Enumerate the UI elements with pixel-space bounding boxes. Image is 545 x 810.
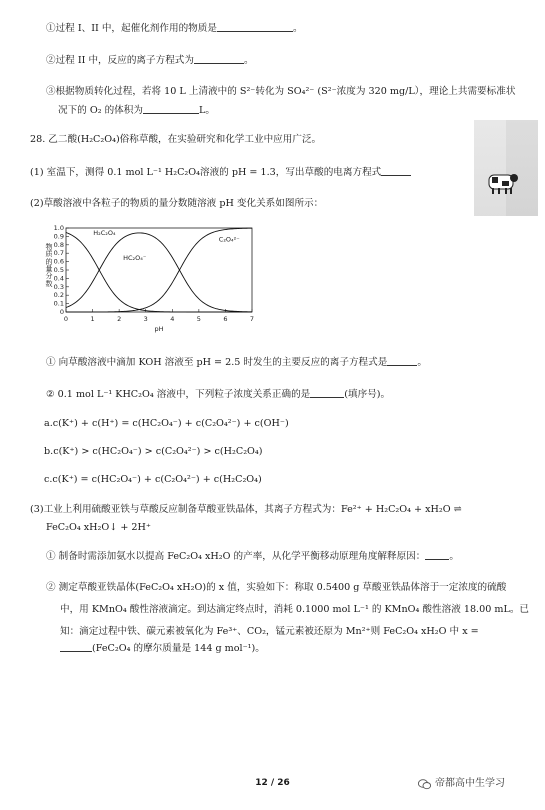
x-tick-label: 6 [223,315,228,323]
answer-blank[interactable] [381,166,411,176]
y-tick-label: 0.5 [53,266,64,274]
answer-blank[interactable] [194,54,244,64]
option-a: a.c(K⁺) + c(H⁺) = c(HC₂O₄⁻) + c(C₂O₄²⁻) + c(OH⁻) [44,418,289,429]
x-tick-label: 1 [90,315,95,323]
watermark: 帝都高中生学习 [418,778,505,791]
y-tick-label: 0.6 [53,257,64,266]
y-tick-label: 0.1 [53,299,64,308]
x-tick-label: 0 [63,315,69,323]
y-tick-label: 0.2 [53,291,64,300]
answer-blank[interactable] [217,22,293,32]
x-axis-label: pH [154,325,164,333]
series-label-hc2o4: HC₂O₄⁻ [123,253,147,262]
q-item-3: ③根据物质转化过程，若将 10 L 上清液中的 S²⁻转化为 SO₄²⁻ (S²⁻浓度为 320 mg/L），理论上共需要标准状 [46,86,516,97]
q28-part-3: (3)工业上利用硫酸亚铁与草酸反应制备草酸亚铁晶体，其离子方程式为：Fe²⁺ + H₂C₂O₄ + xH₂O ⇌ [30,504,462,515]
cow-icon [486,168,520,198]
q-item-3-cont: 况下的 O₂ 的体积为 L。 [58,105,215,116]
y-tick-label: 1.0 [53,224,64,232]
answer-blank[interactable] [425,550,449,560]
answer-blank[interactable] [143,104,199,114]
q2-item-1: ① 向草酸溶液中滴加 KOH 溶液至 pH = 2.5 时发生的主要反应的离子方程式是 。 [46,357,427,368]
q28-part-3-equation: FeC₂O₄ xH₂O↓ + 2H⁺ [46,522,151,533]
x-tick-label: 5 [196,315,201,323]
q3-item-2: ② 测定草酸亚铁晶体(FeC₂O₄ xH₂O)的 x 值，实验如下：称取 0.5400 g 草酸亚铁晶体溶于一定浓度的硫酸 [46,582,507,593]
q3-item-2-cont: 中，用 KMnO₄ 酸性溶液滴定。到达滴定终点时，消耗 0.1000 mol L⁻¹ 的 KMnO₄ 酸性溶液 18.00 mL。已 [60,604,530,615]
page-number: 12 / 26 [255,778,290,788]
series-label-h2c2o4: H₂C₂O₄ [93,229,116,238]
q3-item-2-cont3: (FeC₂O₄ 的摩尔质量是 144 g mol⁻¹)。 [60,642,265,655]
chart-svg [38,218,268,335]
y-tick-label: 0.7 [53,249,64,258]
x-tick-label: 3 [143,315,148,323]
y-tick-label: 0.3 [53,282,64,291]
q28-part-2: (2)草酸溶液中各粒子的物质的量分数随溶液 pH 变化关系如图所示： [30,198,324,209]
question-28: 28. 乙二酸(H₂C₂O₄)俗称草酸，在实验研究和化学工业中应用广泛。 [30,134,322,145]
y-axis-label: 物质的量分数 [45,243,53,288]
option-c: c.c(K⁺) = c(HC₂O₄⁻) + c(C₂O₄²⁻) + c(H₂C₂O₄) [44,474,262,485]
option-b: b.c(K⁺) > c(HC₂O₄⁻) > c(C₂O₄²⁻) > c(H₂C₂O₄) [44,446,263,457]
y-tick-label: 0.9 [53,232,64,241]
answer-blank[interactable] [387,356,417,366]
x-tick-label: 4 [170,315,175,323]
x-tick-label: 7 [249,315,255,323]
y-tick-label: 0.4 [53,274,64,283]
answer-blank[interactable] [310,388,344,398]
y-tick-label: 0.8 [53,240,64,249]
q3-item-1: ① 制备时需添加氨水以提高 FeC₂O₄ xH₂O 的产率，从化学平衡移动原理角度解释原因： 。 [46,551,459,562]
q-item-1: ①过程 I、II 中，起催化剂作用的物质是 。 [46,23,303,34]
series-label-c2o4: C₂O₄²⁻ [218,235,240,244]
answer-blank[interactable] [60,642,92,652]
fraction-vs-ph-chart [38,218,268,335]
wechat-icon [418,779,431,790]
q-item-2: ②过程 II 中，反应的离子方程式为 。 [46,55,254,66]
q28-part-1: (1) 室温下，测得 0.1 mol L⁻¹ H₂C₂O₄溶液的 pH = 1.3，写出草酸的电离方程式 [30,166,411,179]
x-tick-label: 2 [117,315,122,323]
q2-item-2: ② 0.1 mol L⁻¹ KHC₂O₄ 溶液中，下列粒子浓度关系正确的是 (填序号)。 [46,389,391,400]
q3-item-2-cont2: 知：滴定过程中铁、碳元素被氧化为 Fe³⁺、CO₂，锰元素被还原为 Mn²⁺则 FeC₂O₄ xH₂O 中 x = [60,626,479,637]
y-tick-label: 0 [59,308,64,316]
